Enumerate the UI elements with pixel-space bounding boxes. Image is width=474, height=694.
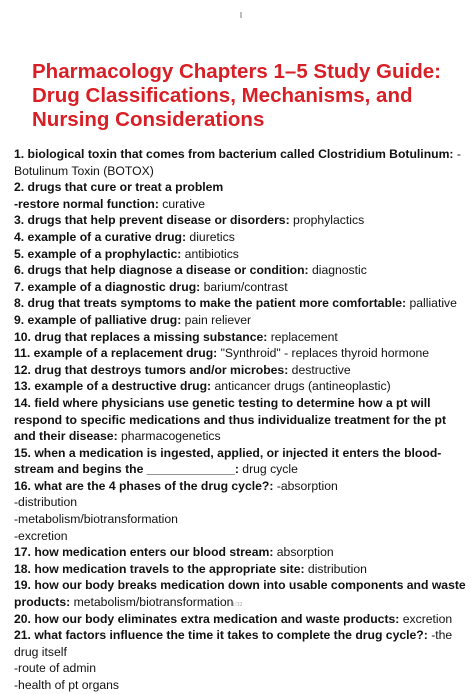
guide-answer: -health of pt organs bbox=[14, 678, 120, 692]
guide-answer: absorption bbox=[273, 545, 334, 560]
guide-line bbox=[14, 246, 474, 263]
guide-answer: metabolism/biotransformation bbox=[70, 595, 234, 610]
guide-answer: palliative bbox=[406, 296, 457, 311]
guide-answer: pain reliever bbox=[181, 312, 252, 327]
guide-term: 17. how medication enters our blood stream: bbox=[14, 545, 274, 560]
guide-answer: replacement bbox=[267, 329, 338, 344]
guide-term: 8. drug that treats symptoms to make the patient more comfortable: bbox=[14, 296, 407, 311]
guide-term: 13. example of a destructive drug: bbox=[14, 379, 212, 394]
guide-term: 11. example of a replacement drug: bbox=[14, 346, 218, 361]
guide-answer: -metabolism/biotransformation bbox=[14, 512, 178, 527]
guide-line bbox=[14, 544, 474, 561]
guide-line bbox=[14, 511, 474, 528]
guide-answer: "Synthroid" - replaces thyroid hormone bbox=[217, 346, 430, 361]
guide-term: stream and begins the _____________: bbox=[14, 462, 239, 477]
guide-line bbox=[14, 660, 474, 677]
guide-answer: diuretics bbox=[186, 229, 235, 244]
guide-answer: excretion bbox=[399, 611, 453, 626]
guide-answer: drug cycle bbox=[238, 462, 298, 477]
page-number: 1/32 bbox=[231, 602, 243, 608]
page-title bbox=[32, 60, 462, 132]
guide-answer: Botulinum Toxin (BOTOX) bbox=[14, 163, 154, 178]
guide-line bbox=[14, 445, 474, 462]
guide-line bbox=[14, 196, 474, 213]
guide-term: products: bbox=[14, 595, 71, 610]
guide-answer: destructive bbox=[288, 362, 351, 377]
title-line: Pharmacology Chapters 1–5 Study Guide: bbox=[32, 60, 441, 83]
guide-answer: -the bbox=[427, 628, 453, 643]
guide-term: 20. how our body eliminates extra medication and waste products: bbox=[14, 611, 400, 626]
guide-term: -restore normal function: bbox=[14, 196, 159, 211]
guide-term: respond to specific medications and thus individualize treatment for the pt bbox=[14, 412, 447, 427]
guide-term: 1. biological toxin that comes from bacterium called Clostridium Botulinum: bbox=[14, 147, 454, 161]
guide-line bbox=[14, 279, 474, 296]
guide-line bbox=[14, 412, 474, 429]
guide-answer: -route of admin bbox=[14, 661, 96, 676]
guide-term: 3. drugs that help prevent disease or disorders: bbox=[14, 213, 290, 228]
guide-line bbox=[14, 312, 474, 329]
guide-answer: anticancer drugs (antineoplastic) bbox=[211, 379, 391, 394]
guide-answer: -absorption bbox=[273, 478, 338, 493]
guide-term: 21. what factors influence the time it takes to complete the drug cycle?: bbox=[14, 628, 428, 643]
guide-answer: prophylactics bbox=[289, 213, 365, 228]
guide-answer: distribution bbox=[304, 561, 367, 576]
guide-line bbox=[14, 329, 474, 346]
guide-line bbox=[14, 428, 474, 445]
guide-term: 14. field where physicians use genetic testing to determine how a pt will bbox=[14, 395, 431, 410]
guide-answer: curative bbox=[158, 196, 205, 211]
guide-answer: barium/contrast bbox=[200, 279, 288, 294]
guide-line bbox=[14, 644, 474, 661]
guide-line bbox=[14, 229, 474, 246]
guide-line bbox=[14, 262, 474, 279]
guide-answer: -excretion bbox=[14, 528, 68, 543]
top-mark bbox=[240, 12, 242, 18]
guide-line bbox=[14, 212, 474, 229]
guide-answer: drug itself bbox=[14, 644, 67, 659]
guide-answer: diagnostic bbox=[308, 263, 367, 278]
guide-line bbox=[14, 494, 474, 511]
guide-answer: pharmacogenetics bbox=[117, 429, 221, 444]
guide-line bbox=[14, 611, 474, 628]
guide-line bbox=[14, 362, 474, 379]
guide-line bbox=[14, 378, 474, 395]
guide-answer: - bbox=[453, 147, 461, 161]
title-line: Nursing Considerations bbox=[32, 108, 265, 131]
guide-term: 5. example of a prophylactic: bbox=[14, 246, 182, 261]
guide-term: 7. example of a diagnostic drug: bbox=[14, 279, 201, 294]
guide-line bbox=[14, 163, 474, 180]
guide-term: 10. drug that replaces a missing substance: bbox=[14, 329, 268, 344]
guide-line bbox=[14, 677, 474, 694]
guide-term: 6. drugs that help diagnose a disease or condition: bbox=[14, 263, 309, 278]
guide-term: 15. when a medication is ingested, applied, or injected it enters the blood- bbox=[14, 445, 442, 460]
guide-line bbox=[14, 478, 474, 495]
guide-line bbox=[14, 577, 474, 594]
guide-answer: antibiotics bbox=[181, 246, 239, 261]
guide-term: 9. example of palliative drug: bbox=[14, 312, 182, 327]
guide-line bbox=[14, 461, 474, 478]
guide-term: 2. drugs that cure or treat a problem bbox=[14, 180, 224, 195]
guide-line bbox=[14, 345, 474, 362]
guide-term: 12. drug that destroys tumors and/or microbes: bbox=[14, 362, 289, 377]
guide-term: 19. how our body breaks medication down into usable components and waste bbox=[14, 578, 466, 593]
guide-answer: -distribution bbox=[14, 495, 77, 510]
guide-line bbox=[14, 627, 474, 644]
guide-line bbox=[14, 179, 474, 196]
title-line: Drug Classifications, Mechanisms, and bbox=[32, 84, 413, 107]
guide-line bbox=[14, 395, 474, 412]
guide-line bbox=[14, 146, 474, 163]
guide-term: 4. example of a curative drug: bbox=[14, 229, 187, 244]
guide-line bbox=[14, 561, 474, 578]
guide-line bbox=[14, 528, 474, 545]
guide-term: 16. what are the 4 phases of the drug cycle?: bbox=[14, 478, 274, 493]
guide-term: and their disease: bbox=[14, 429, 118, 444]
guide-term: 18. how medication travels to the appropriate site: bbox=[14, 561, 305, 576]
guide-line bbox=[14, 295, 474, 312]
study-guide-list bbox=[14, 146, 474, 694]
